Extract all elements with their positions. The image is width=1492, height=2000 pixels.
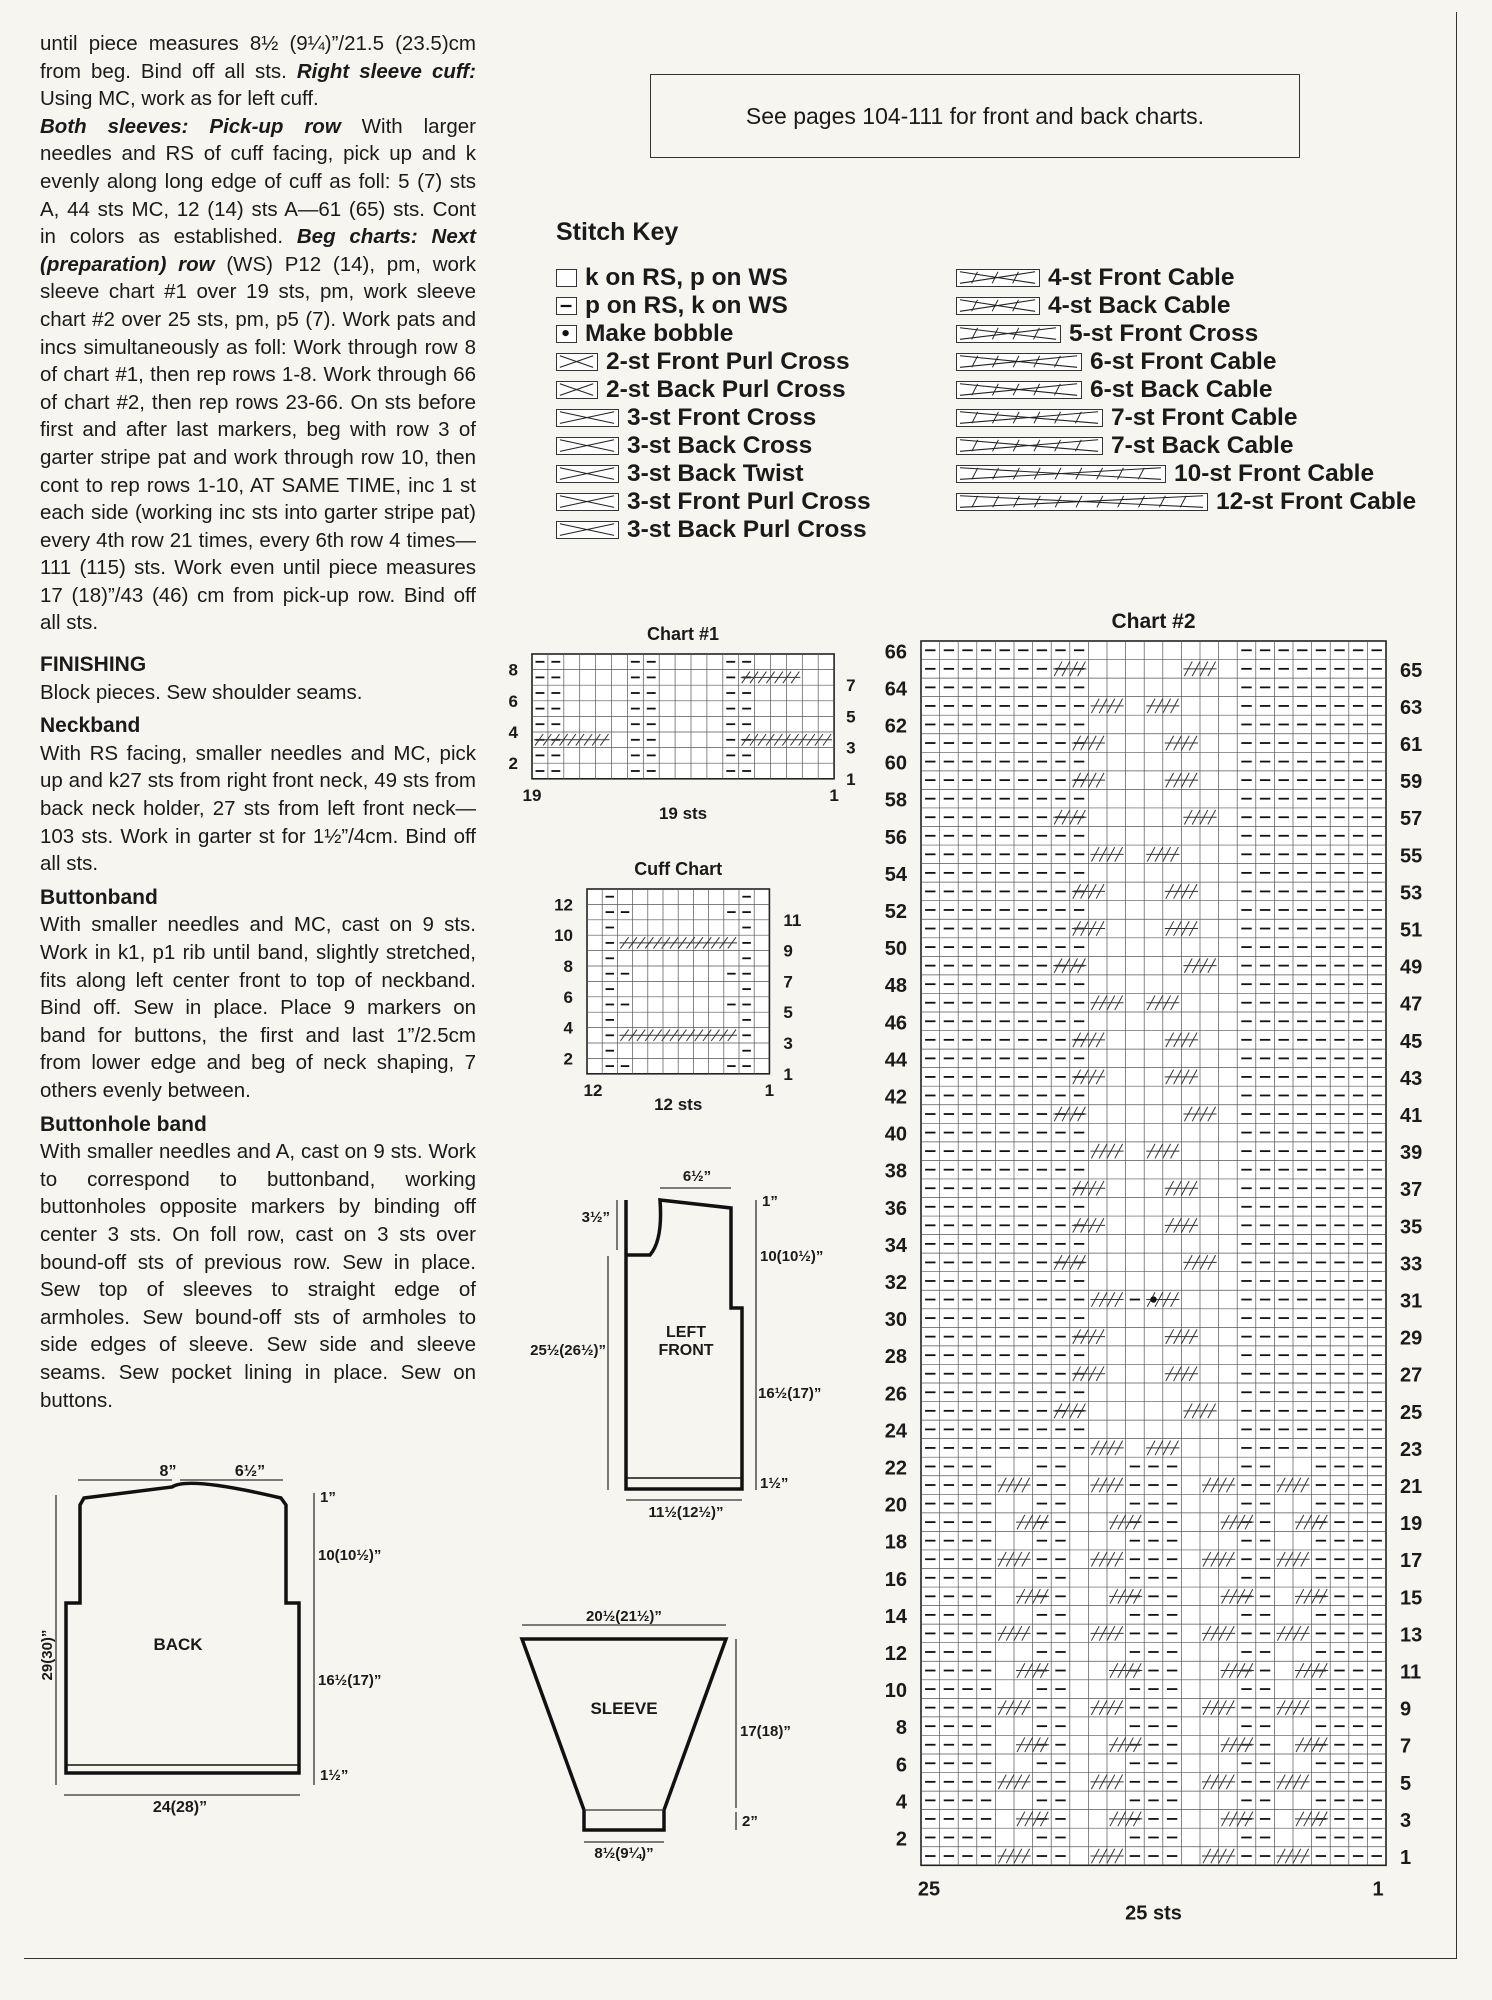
chart-2-row-number: 21 [1400, 1476, 1423, 1499]
chart-1-row-number: 6 [508, 691, 518, 711]
back-dim-2: 10(10½)” [318, 1547, 382, 1564]
chart-2-caption: 25 sts [1125, 1902, 1182, 1925]
chart-2-row-number: 50 [884, 938, 907, 961]
stitch-key-label: 12-st Front Cable [1216, 488, 1417, 515]
stitch-key-label: 4-st Front Cable [1048, 264, 1235, 291]
chart-2-row-number: 10 [884, 1680, 907, 1703]
cuff-chart-row-number: 12 [554, 895, 573, 915]
cuff-chart-col-number: 1 [764, 1080, 775, 1100]
stitch-key-label: p on RS, k on WS [585, 292, 788, 319]
bobble-icon [1150, 1296, 1156, 1302]
chart-2-row-number: 42 [884, 1086, 907, 1109]
left-front-dim-2: 10(10½)” [760, 1248, 824, 1265]
chart-2-row-number: 61 [1400, 734, 1423, 757]
chart-2-row-number: 25 [1400, 1401, 1423, 1424]
chart-2-grid [921, 641, 1386, 1865]
chart-2-row-number: 56 [884, 826, 907, 849]
chart-1-row-number: 7 [846, 676, 856, 696]
chart-2-row-number: 58 [884, 789, 907, 812]
chart-1-title: Chart #1 [647, 624, 720, 644]
cuff-chart-grid [587, 889, 769, 1074]
back-outline [66, 1483, 299, 1773]
chart-2-row-number: 5 [1400, 1772, 1412, 1795]
chart-1-row-number: 1 [846, 769, 856, 789]
buttonband-text: With smaller needles and MC, cast on 9 sts. Work in k1, p1 rib until band, slightly stretched, fits along left center front to top of neckband. Bind off. Sew in place. Place 9 markers on band for buttons, the first and last 1”/2.5cm from lower edge and beg of neck shaping, 7 others evenly between. [40, 913, 476, 1102]
neckband-heading: Neckband [40, 714, 141, 738]
chart-2-row-number: 60 [884, 752, 907, 775]
sleeve-bottom-dimension: 8½(9¼)” [594, 1845, 654, 1862]
left-front-length-dimension: 25½(26½)” [530, 1342, 606, 1359]
chart-2-col-number: 1 [1372, 1878, 1384, 1901]
chart-2-row-number: 59 [1400, 771, 1423, 794]
chart-2-row-number: 52 [884, 900, 907, 923]
back-label: BACK [153, 1635, 203, 1654]
chart-2-row-number: 1 [1400, 1847, 1412, 1870]
chart-2-row-number: 34 [884, 1234, 907, 1257]
chart-2-row-number: 55 [1400, 845, 1423, 868]
chart-2-row-number: 18 [884, 1531, 907, 1554]
cuff-chart-row-number: 4 [563, 1018, 573, 1038]
cuff-chart-caption: 12 sts [654, 1094, 703, 1114]
stitch-key-label: 6-st Front Cable [1090, 348, 1277, 375]
cuff-chart-row-number: 9 [783, 941, 793, 961]
back-dim-3: 16½(17)” [318, 1672, 382, 1689]
finishing-heading: FINISHING [40, 653, 147, 677]
chart-1-col-number: 1 [829, 785, 839, 805]
neckband-text: With RS facing, smaller needles and MC, pick up and k27 sts from right front neck, 49 sts from back neck holder, 27 sts from left front neck—103 sts. Work in garter st for 1½”/4cm. Bind off all sts. [40, 741, 476, 876]
sleeve-cuff-paragraph: until piece measures 8½ (9¼)”/21.5 (23.5)cm from beg. Bind off all sts. Right sleeve cuff: Using MC, work as for left cuff. [40, 32, 476, 111]
chart-2-row-number: 22 [884, 1457, 907, 1480]
chart-2-row-number: 62 [884, 715, 907, 738]
back-top-dimension: 8” [159, 1463, 177, 1480]
chart-2-row-number: 9 [1400, 1698, 1412, 1721]
sleeve-outline [522, 1639, 726, 1830]
chart-1-row-number: 5 [846, 707, 856, 727]
chart-2-row-number: 54 [884, 863, 907, 886]
chart-2-row-number: 20 [884, 1494, 907, 1517]
chart-2-row-number: 30 [884, 1309, 907, 1332]
stitch-key-label: k on RS, p on WS [585, 264, 788, 291]
chart-2-title: Chart #2 [1111, 610, 1196, 633]
chart-2-row-number: 19 [1400, 1513, 1423, 1536]
chart-1-caption: 19 sts [658, 803, 708, 823]
sleeve-label: SLEEVE [590, 1699, 658, 1718]
stitch-key-label: 3-st Front Purl Cross [627, 488, 871, 515]
cuff-chart-title: Cuff Chart [634, 859, 723, 879]
chart-2-row-number: 23 [1400, 1438, 1423, 1461]
chart-2-row-number: 66 [884, 641, 907, 664]
left-front-label: FRONT [658, 1342, 714, 1359]
back-length-dimension: 29(30)” [39, 1629, 56, 1681]
chart-2-row-number: 43 [1400, 1067, 1423, 1090]
stitch-key-label: 4-st Back Cable [1048, 292, 1231, 319]
chart-2-row-number: 41 [1400, 1105, 1423, 1128]
stitch-key-label: 3-st Back Cross [627, 432, 813, 459]
cuff-chart-row-number: 2 [563, 1049, 573, 1069]
chart-1-row-number: 3 [846, 738, 856, 758]
sleeve-length-dimension: 17(18)” [740, 1723, 791, 1740]
chart-1-row-number: 4 [508, 723, 518, 742]
chart-1-grid [532, 654, 834, 779]
chart-2-row-number: 28 [884, 1346, 907, 1369]
chart-2-row-number: 44 [884, 1049, 907, 1072]
sleeve-top-dimension: 20½(21½)” [586, 1608, 662, 1625]
left-front-top-dimension: 6½” [682, 1168, 712, 1185]
stitch-key-label: 2-st Front Purl Cross [606, 348, 850, 375]
chart-2-row-number: 14 [884, 1605, 907, 1628]
chart-2-row-number: 29 [1400, 1327, 1423, 1350]
chart-2-row-number: 31 [1400, 1290, 1423, 1313]
chart-2-row-number: 7 [1400, 1735, 1412, 1758]
chart-reference-note: See pages 104-111 for front and back charts. [650, 74, 1300, 158]
chart-2-row-number: 63 [1400, 696, 1423, 719]
pickup-paragraph: Both sleeves: Pick-up row With larger needles and RS of cuff facing, pick up and k evenly along long edge of cuff as foll: 5 (7) sts A, 44 sts MC, 12 (14) sts A—61 (65) sts. Cont in colors as established. Beg charts: Next (preparation) row (WS) P12 (14), pm, work sleeve chart #1 over 19 sts, pm, work sleeve chart #2 over 25 sts, pm, p5 (7). Work pats and incs simultaneously as foll: Work through row 8 of chart #1, then rep rows 1-8. Work through 66 of chart #2, then rep rows 23-66. On sts before first and after last markers, beg with row 3 of garter stripe pat and work through row 10, then cont to rep rows 1-10, AT SAME TIME, inc 1 st each side (working inc sts into garter stripe pat) every 4th row 21 times, every 6th row 4 times—111 (115) sts. Work even until piece measures 17 (18)”/43 (46) cm from pick-up row. Bind off all sts. [40, 114, 476, 635]
stitch-key-label: 3-st Front Cross [627, 404, 817, 431]
stitch-key-label: 7-st Back Cable [1111, 432, 1294, 459]
cuff-chart-row-number: 5 [783, 1003, 793, 1023]
stitch-key-label: 3-st Back Purl Cross [627, 516, 867, 543]
buttonhole-text: With smaller needles and A, cast on 9 sts. Work to correspond to buttonband, working buttonholes opposite markers by binding off center 3 sts. On foll row, cast on 3 sts over bound-off sts of previous row. Sew in place. Sew top of sleeves to straight edge of armholes. Sew bound-off sts of armholes to side edges of sleeve. Sew side and sleeve seams. Sew pocket lining in place. Sew on buttons. [40, 1140, 476, 1412]
chart-2-row-number: 48 [884, 975, 907, 998]
chart-2-row-number: 27 [1400, 1364, 1423, 1387]
chart-2-row-number: 45 [1400, 1030, 1423, 1053]
chart-1-row-number: 8 [508, 660, 518, 680]
left-front-dim-4: 1½” [760, 1475, 789, 1492]
stitch-key-title: Stitch Key [556, 218, 679, 246]
chart-2-row-number: 37 [1400, 1179, 1423, 1202]
chart-2-row-number: 38 [884, 1160, 907, 1183]
left-front-dim-3: 16½(17)” [758, 1385, 822, 1402]
chart-2-row-number: 40 [884, 1123, 907, 1146]
cuff-chart-row-number: 11 [783, 910, 802, 930]
chart-2-row-number: 11 [1400, 1661, 1422, 1684]
back-dim-4: 1½” [320, 1767, 349, 1784]
chart-2-col-number: 25 [917, 1878, 941, 1901]
chart-2-row-number: 16 [884, 1568, 907, 1591]
left-front-neck-dimension: 3½” [581, 1209, 610, 1226]
chart-2-row-number: 12 [884, 1642, 907, 1665]
chart-2-row-number: 46 [884, 1012, 907, 1035]
chart-2-row-number: 65 [1400, 659, 1423, 682]
chart-2-row-number: 3 [1400, 1809, 1412, 1832]
finishing-text: Block pieces. Sew shoulder seams. [40, 680, 363, 704]
cuff-chart-row-number: 1 [783, 1064, 793, 1084]
chart-2-row-number: 26 [884, 1383, 907, 1406]
left-front-dim-1: 1” [762, 1193, 778, 1210]
back-shoulder-dimension: 6½” [234, 1463, 266, 1480]
chart-2-row-number: 53 [1400, 882, 1423, 905]
chart-2-row-number: 2 [895, 1828, 907, 1851]
chart-2-row-number: 17 [1400, 1550, 1423, 1573]
chart-2-row-number: 6 [895, 1754, 907, 1777]
stitch-key-label: 3-st Back Twist [627, 460, 804, 487]
cuff-chart-row-number: 10 [554, 926, 573, 946]
chart-1-col-number: 19 [522, 785, 542, 805]
chart-2-row-number: 35 [1400, 1216, 1423, 1239]
chart-2-row-number: 36 [884, 1197, 907, 1220]
left-front-width-dimension: 11½(12½)” [648, 1504, 724, 1521]
chart-2-row-number: 57 [1400, 808, 1423, 831]
chart-2-row-number: 13 [1400, 1624, 1423, 1647]
stitch-key-label: Make bobble [585, 320, 734, 347]
chart-2-row-number: 4 [895, 1791, 907, 1814]
cuff-chart-row-number: 6 [563, 987, 573, 1007]
chart-2-row-number: 49 [1400, 956, 1423, 979]
chart-2-row-number: 64 [884, 678, 907, 701]
chart-2-row-number: 33 [1400, 1253, 1423, 1276]
chart-2-row-number: 51 [1400, 919, 1423, 942]
stitch-key-label: 5-st Front Cross [1069, 320, 1259, 347]
chart-2-row-number: 24 [884, 1420, 907, 1443]
buttonhole-heading: Buttonhole band [40, 1112, 207, 1136]
back-width-dimension: 24(28)” [152, 1799, 208, 1816]
chart-2-row-number: 32 [884, 1271, 907, 1294]
sleeve-cuff-dimension: 2” [742, 1813, 758, 1830]
chart-2-row-number: 15 [1400, 1587, 1423, 1610]
buttonband-heading: Buttonband [40, 885, 158, 909]
stitch-key-label: 6-st Back Cable [1090, 376, 1273, 403]
back-dim-1: 1” [320, 1489, 336, 1506]
stitch-key-label: 10-st Front Cable [1174, 460, 1375, 487]
stitch-key-label: 7-st Front Cable [1111, 404, 1298, 431]
cuff-chart-col-number: 12 [583, 1080, 603, 1100]
left-front-label: LEFT [666, 1324, 706, 1341]
stitch-key-label: 2-st Back Purl Cross [606, 376, 846, 403]
cuff-chart-row-number: 7 [783, 972, 793, 992]
chart-2-row-number: 8 [895, 1717, 907, 1740]
chart-2-row-number: 39 [1400, 1142, 1423, 1165]
cuff-chart-row-number: 3 [783, 1034, 793, 1053]
chart-2-row-number: 47 [1400, 993, 1423, 1016]
chart-1-row-number: 2 [508, 754, 518, 774]
cuff-chart-row-number: 8 [563, 957, 573, 976]
